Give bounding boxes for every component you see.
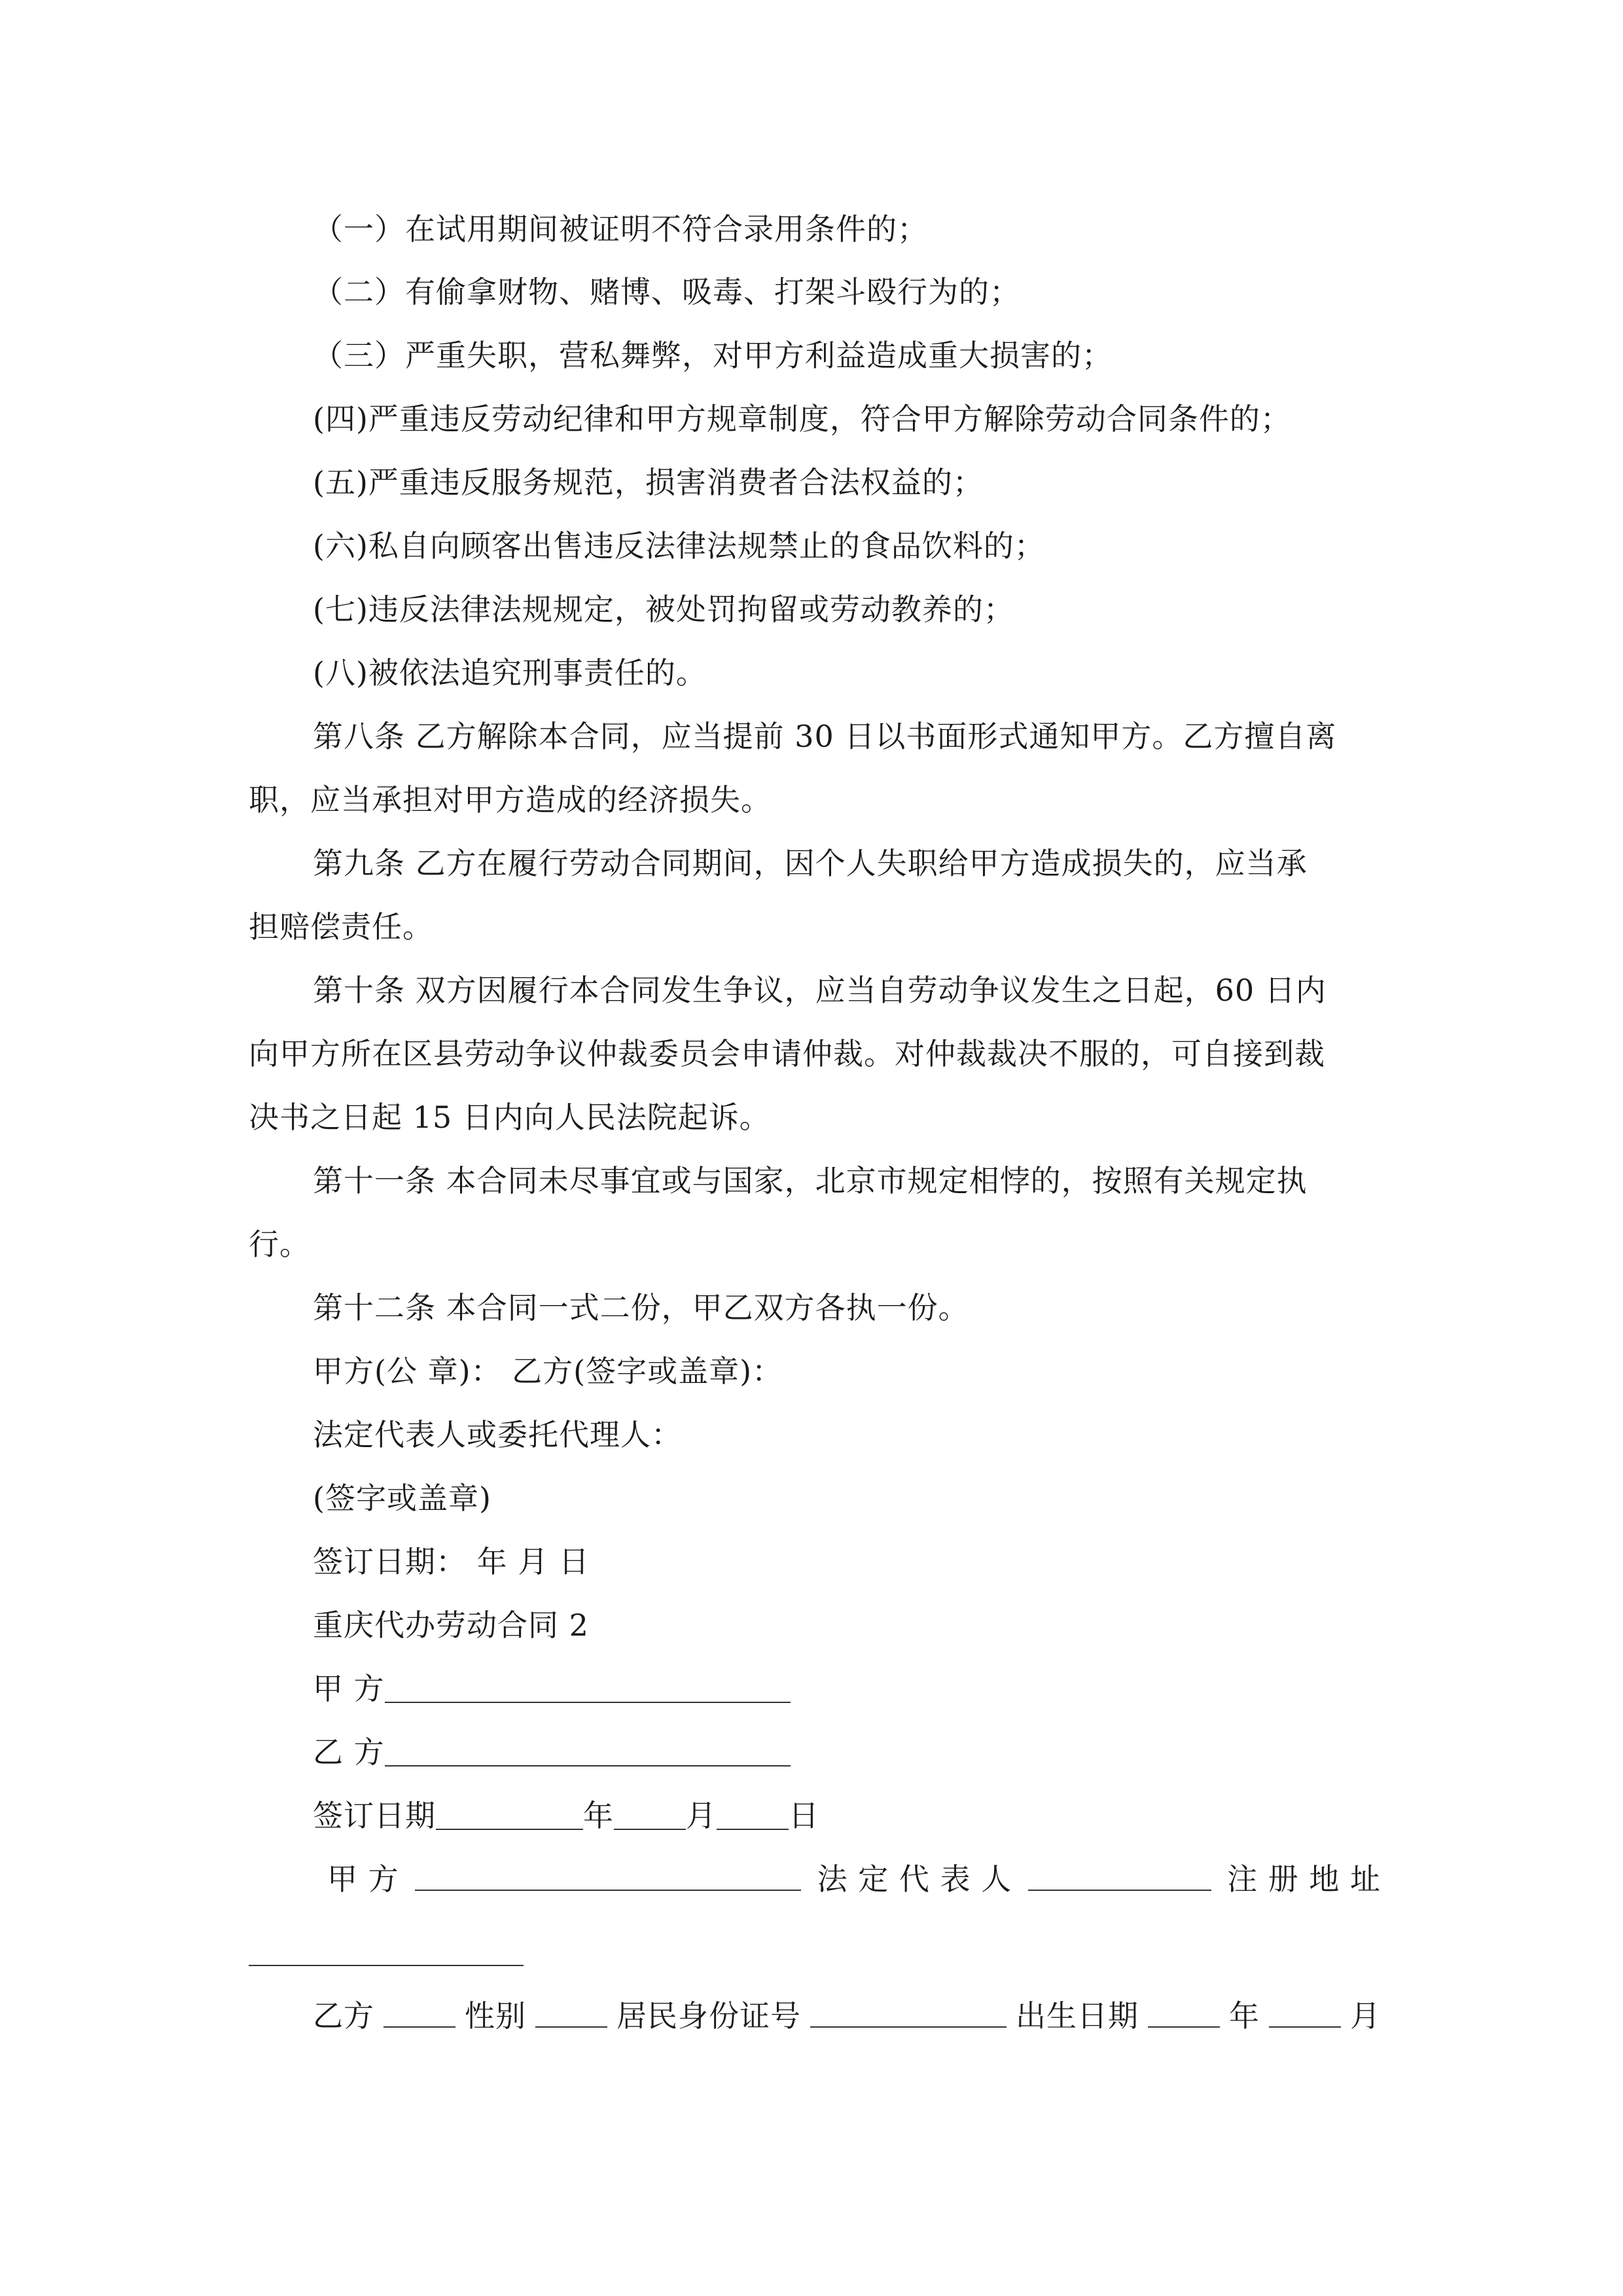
- article-8-line-2: 职，应当承担对甲方造成的经济损失。: [249, 782, 772, 817]
- signature-parties: 甲方(公 章)： 乙方(签字或盖章)：: [313, 1354, 783, 1389]
- date-day-label: 日: [789, 1798, 819, 1833]
- party-b-blank[interactable]: [385, 1735, 791, 1767]
- row-a-party-blank[interactable]: [415, 1859, 801, 1891]
- row-b-birth-month-blank[interactable]: [1269, 1996, 1341, 2028]
- signature-date: 签订日期： 年 月 日: [313, 1544, 590, 1579]
- item-1: （一）在试用期间被证明不符合录用条件的；: [313, 211, 928, 247]
- article-11-line-2: 行。: [249, 1227, 310, 1262]
- date-day-blank[interactable]: [717, 1799, 789, 1830]
- row-b-party-blank[interactable]: [383, 1996, 455, 2028]
- article-10-line-2: 向甲方所在区县劳动争议仲裁委员会申请仲裁。对仲裁裁决不服的，可自接到裁: [249, 1036, 1325, 1071]
- row-b-gender: 性别: [465, 1998, 526, 2034]
- party-b-details-row: [313, 1996, 1381, 2036]
- row-a-rep: 法 定 代 表 人: [817, 1861, 1012, 1897]
- party-a-label: 甲 方: [313, 1671, 385, 1706]
- row-a-rep-blank[interactable]: [1028, 1859, 1211, 1891]
- signature-seal: (签字或盖章): [313, 1480, 491, 1516]
- row-a-party: 甲 方: [327, 1861, 399, 1897]
- row-b-id: 居民身份证号: [616, 1998, 801, 2034]
- contract-2-title: 重庆代办劳动合同 2: [313, 1607, 589, 1643]
- row-b-month: 月: [1350, 1998, 1381, 2034]
- row-b-year: 年: [1229, 1998, 1260, 2034]
- address-blank-line[interactable]: [249, 1965, 524, 1966]
- date-month-label: 月: [686, 1798, 717, 1833]
- item-2: （二）有偷拿财物、赌博、吸毒、打架斗殴行为的；: [313, 274, 1020, 310]
- row-b-birth: 出生日期: [1016, 1998, 1139, 2034]
- party-b-label: 乙 方: [313, 1734, 385, 1770]
- article-9-line-2: 担赔偿责任。: [249, 909, 433, 944]
- contract-2-date: [313, 1796, 1381, 1835]
- party-a-details-row: [327, 1859, 1381, 1899]
- date-year-blank[interactable]: [436, 1799, 583, 1830]
- party-a-blank[interactable]: [385, 1672, 791, 1703]
- row-b-birth-year-blank[interactable]: [1148, 1996, 1220, 2028]
- article-10-line-1: 第十条 双方因履行本合同发生争议，应当自劳动争议发生之日起，60 日内: [313, 973, 1327, 1008]
- row-b-id-blank[interactable]: [810, 1996, 1007, 2028]
- item-6: (六)私自向顾客出售违反法律法规禁止的食品饮料的；: [313, 528, 1045, 564]
- date-month-blank[interactable]: [614, 1799, 686, 1830]
- item-5: (五)严重违反服务规范，损害消费者合法权益的；: [313, 465, 984, 500]
- article-10-line-3: 决书之日起 15 日内向人民法院起诉。: [249, 1100, 770, 1135]
- item-4: (四)严重违反劳动纪律和甲方规章制度，符合甲方解除劳动合同条件的；: [313, 401, 1291, 437]
- party-b-field: [313, 1732, 1381, 1772]
- signature-representative: 法定代表人或委托代理人：: [313, 1417, 682, 1452]
- party-a-field: [313, 1669, 1381, 1708]
- article-9-line-1: 第九条 乙方在履行劳动合同期间，因个人失职给甲方造成损失的，应当承: [313, 846, 1308, 881]
- row-b-gender-blank[interactable]: [535, 1996, 607, 2028]
- date-year-label: 年: [583, 1798, 614, 1833]
- article-11-line-1: 第十一条 本合同未尽事宜或与国家，北京市规定相悖的，按照有关规定执: [313, 1163, 1308, 1198]
- article-12: 第十二条 本合同一式二份，甲乙双方各执一份。: [313, 1290, 969, 1325]
- date-label: 签订日期: [313, 1798, 436, 1833]
- row-b-party: 乙方: [313, 1998, 374, 2034]
- item-7: (七)违反法律法规规定，被处罚拘留或劳动教养的；: [313, 592, 1014, 627]
- item-8: (八)被依法追究刑事责任的。: [313, 655, 707, 691]
- article-8-line-1: 第八条 乙方解除本合同，应当提前 30 日以书面形式通知甲方。乙方擅自离: [313, 719, 1337, 754]
- item-3: （三）严重失职，营私舞弊，对甲方利益造成重大损害的；: [313, 338, 1113, 373]
- row-a-address: 注 册 地 址: [1227, 1861, 1381, 1897]
